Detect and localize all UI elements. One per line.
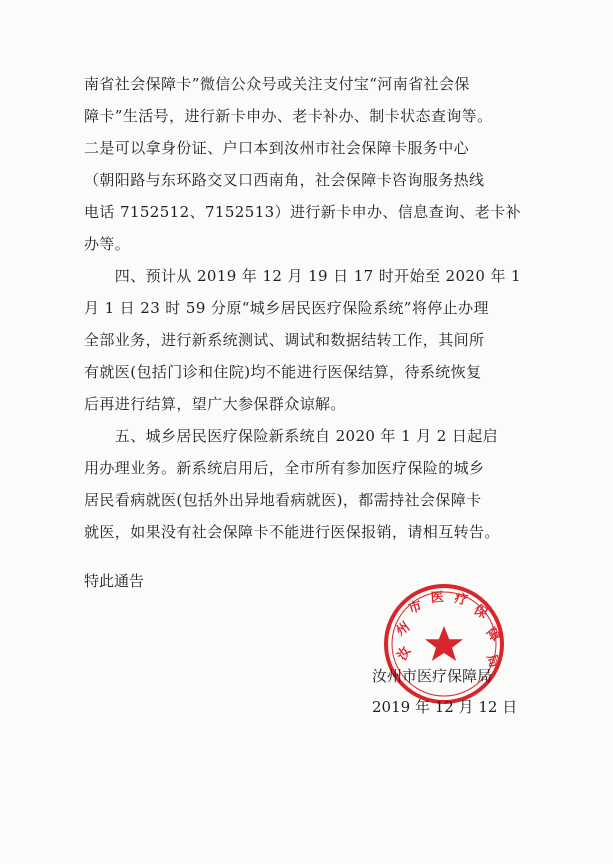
svg-text:州: 州 [393, 619, 413, 640]
svg-text:医: 医 [430, 590, 445, 606]
body-line: 全部业务，进行新系统测试、调试和数据结转工作，其间所 [84, 331, 485, 349]
body-line: 月 1 日 23 时 59 分原“城乡居民医疗保险系统”将停止办理 [84, 299, 489, 317]
body-line: 有就医(包括门诊和住院)均不能进行医保结算，待系统恢复 [84, 363, 482, 381]
body-line: 五、城乡居民医疗保险新系统自 2020 年 1 月 2 日起启 [84, 427, 499, 445]
svg-text:疗: 疗 [453, 591, 470, 609]
svg-text:障: 障 [482, 625, 503, 645]
body-line: 二是可以拿身份证、户口本到汝州市社会保障卡服务中心 [84, 139, 470, 157]
body-line: 四、预计从 2019 年 12 月 19 日 17 时开始至 2020 年 1 [84, 267, 522, 285]
body-line: 障卡”生活号，进行新卡申办、老卡补办、制卡状态查询等。 [84, 107, 493, 125]
closing-text: 特此通告 [84, 572, 145, 590]
svg-text:市: 市 [406, 598, 424, 617]
body-line: 居民看病就医(包括外出异地看病就医)，都需持社会保障卡 [84, 491, 482, 509]
body-line: 用办理业务。新系统启用后，全市所有参加医疗保险的城乡 [84, 459, 485, 477]
official-seal-icon [382, 582, 506, 706]
body-line: 南省社会保障卡”微信公众号或关注支付宝“河南省社会保 [84, 75, 470, 93]
body-line: 就医，如果没有社会保障卡不能进行医保报销，请相互转告。 [84, 523, 500, 541]
body-line: 办等。 [84, 235, 131, 253]
signer-name: 汝州市医疗保障局 [372, 667, 493, 685]
svg-text:局: 局 [483, 652, 502, 670]
body-line: （朝阳路与东环路交叉口西南角，社会保障卡咨询服务热线 [84, 171, 485, 189]
body-line: 后再进行结算，望广大参保群众谅解。 [84, 395, 346, 413]
svg-text:汝: 汝 [394, 644, 415, 664]
svg-text:保: 保 [471, 602, 490, 622]
body-line: 电话 7152512、7152513）进行新卡申办、信息查询、老卡补 [84, 203, 521, 221]
signature-date: 2019 年 12 月 12 日 [372, 698, 518, 716]
